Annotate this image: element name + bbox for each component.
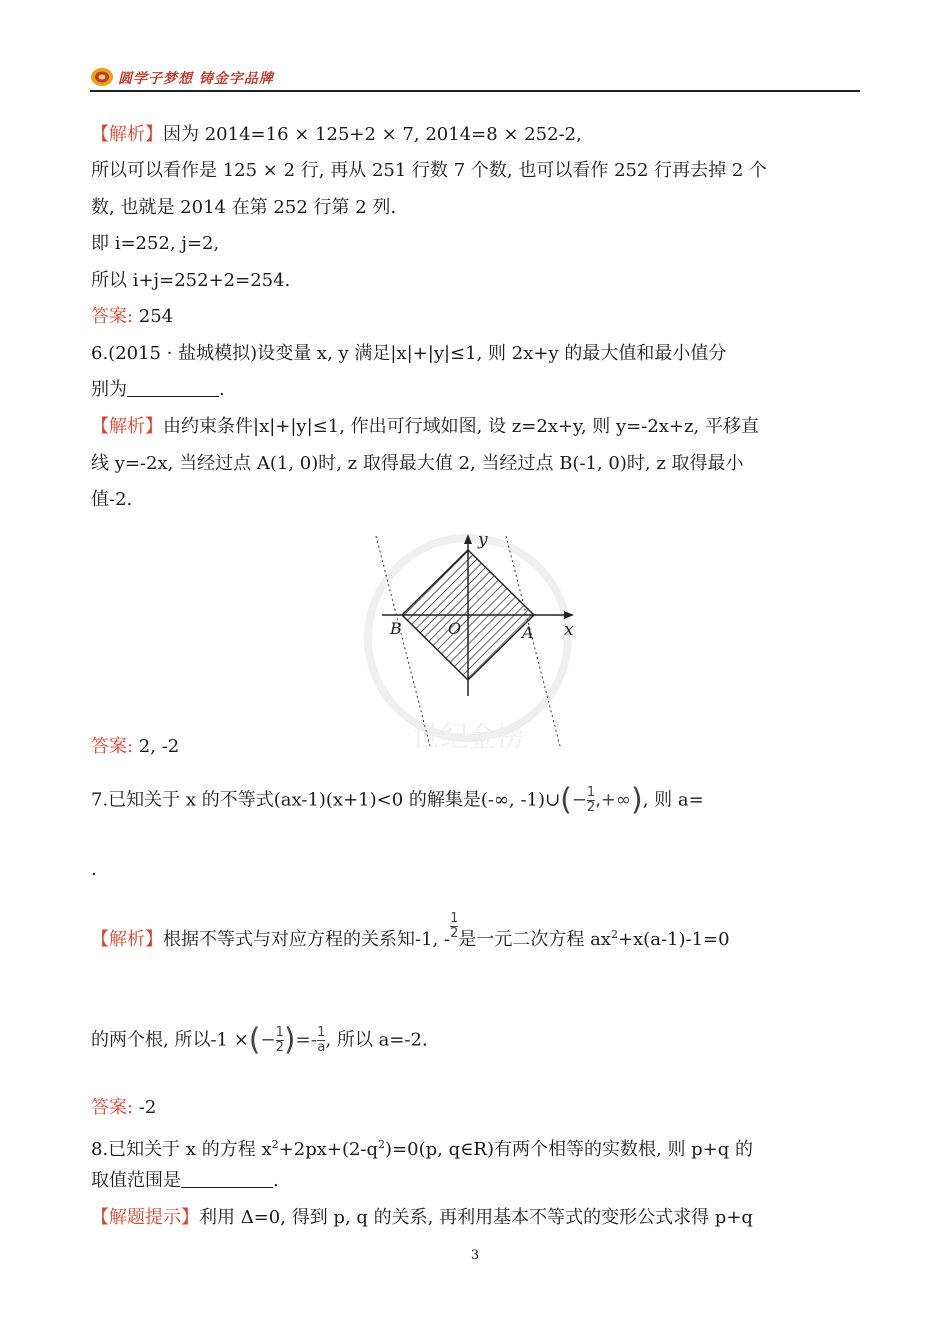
answer-6 [91,735,179,759]
text: 7.已知关于 x 的不等式(ax-1)(x+1)<0 的解集是(-∞, -1)∪ [91,789,561,811]
answer-tag: 答案: [91,1097,134,1118]
text: +2px+(2-q [278,1139,379,1160]
solution-tag: 【解析】 [91,929,163,950]
solution-tag: 【解析】 [91,124,163,145]
question-6-line-1: 6.(2015 · 盐城模拟)设变量 x, y 满足|x|+|y|≤1, 则 2x+y 的最大值和最小值分 [91,343,727,364]
solution-5-line-2: 所以可以看作是 125 × 2 行, 再从 251 行数 7 个数, 也可以看作 252 行再去掉 2 个 [91,160,768,181]
answer-value: 2, -2 [133,736,180,757]
page-header [90,64,860,94]
answer-5 [91,305,173,329]
solution-6-line-1 [91,415,759,439]
point-a-label: A [522,623,534,642]
text: 8.已知关于 x 的方程 x [91,1139,272,1160]
denominator: 2 [275,1040,284,1055]
y-axis-label: y [478,530,488,550]
hint-8 [91,1206,753,1230]
logo-icon [90,66,114,88]
question-7-line-2: . [91,859,97,880]
minus-sign: − [260,1029,276,1051]
text: 利用 Δ=0, 得到 p, q 的关系, 再利用基本不等式的变形公式求得 p+q [199,1207,753,1228]
answer-tag: 答案: [91,306,134,327]
solution-tag: 【解析】 [91,416,163,437]
feasible-region-figure [270,528,690,758]
question-6-line-2 [91,378,225,402]
text: 别为 [91,379,127,400]
answer-tag: 答案: [91,736,134,757]
minus-sign: − [571,789,587,811]
solution-7-line-1 [91,912,730,952]
answer-value: 254 [133,306,174,327]
exponent: 2 [610,928,618,941]
numerator: 1 [586,785,596,800]
equals-minus: =- [295,1029,318,1051]
text: 因为 2014=16 × 125+2 × 7, 2014=8 × 252-2, [163,124,582,145]
exponent: 2 [378,1138,386,1151]
hint-tag: 【解题提示】 [91,1207,199,1228]
numerator: 1 [450,911,459,926]
point-b-label: B [390,619,402,638]
solution-5-line-5: 所以 i+j=252+2=254. [91,270,291,291]
fraction [587,786,595,815]
solution-5-line-4: 即 i=252, j=2, [91,233,220,254]
solution-5-line-1 [91,123,582,147]
solution-5-line-3: 数, 也就是 2014 在第 252 行第 2 列. [91,197,397,218]
text: . [219,379,225,400]
numerator: 1 [317,1025,326,1040]
denominator: 2 [450,926,459,941]
question-8-line-1 [91,1133,753,1162]
watermark-text: 世纪金榜 [411,720,525,753]
question-8-line-2 [91,1169,279,1193]
text: , 则 a= [642,789,704,811]
header-rule [90,90,860,92]
answer-value: -2 [133,1097,157,1118]
open-paren: ( [248,1022,261,1058]
brand-slogan: 圆学子梦想 铸金字品牌 [118,71,274,87]
fraction [276,1026,284,1055]
text: 根据不等式与对应方程的关系知-1, - [163,929,451,950]
text: , 所以 a=-2. [325,1029,428,1051]
solution-6-line-3: 值-2. [91,489,133,510]
exponent: 2 [271,1138,279,1151]
text: 由约束条件|x|+|y|≤1, 作出可行域如图, 设 z=2x+y, 则 y=-2x+z, 平移直 [163,416,759,437]
text: 的两个根, 所以-1 × [91,1029,249,1051]
question-7-line-1 [91,782,704,818]
denominator: 2 [586,800,596,815]
denominator: a [317,1040,326,1055]
answer-blank [181,1169,273,1188]
page-number: 3 [470,1248,480,1263]
text: 是一元二次方程 ax [458,929,611,950]
solution-7-line-2 [91,1022,428,1058]
close-paren: ) [631,782,643,818]
origin-label: O [448,619,462,638]
text: . [273,1170,279,1191]
text: 取值范围是 [91,1170,181,1191]
text: +x(a-1)-1=0 [617,929,730,950]
close-paren: ) [283,1022,296,1058]
answer-blank [127,378,219,397]
open-paren: ( [560,782,572,818]
x-axis-label: x [564,620,574,640]
interval-tail: ,+∞ [595,789,631,811]
numerator: 1 [275,1025,284,1040]
text: )=0(p, q∈R)有两个相等的实数根, 则 p+q 的 [385,1139,754,1160]
solution-6-line-2: 线 y=-2x, 当经过点 A(1, 0)时, z 取得最大值 2, 当经过点 B(-1, 0)时, z 取得最小 [91,453,744,474]
answer-7 [91,1096,156,1120]
